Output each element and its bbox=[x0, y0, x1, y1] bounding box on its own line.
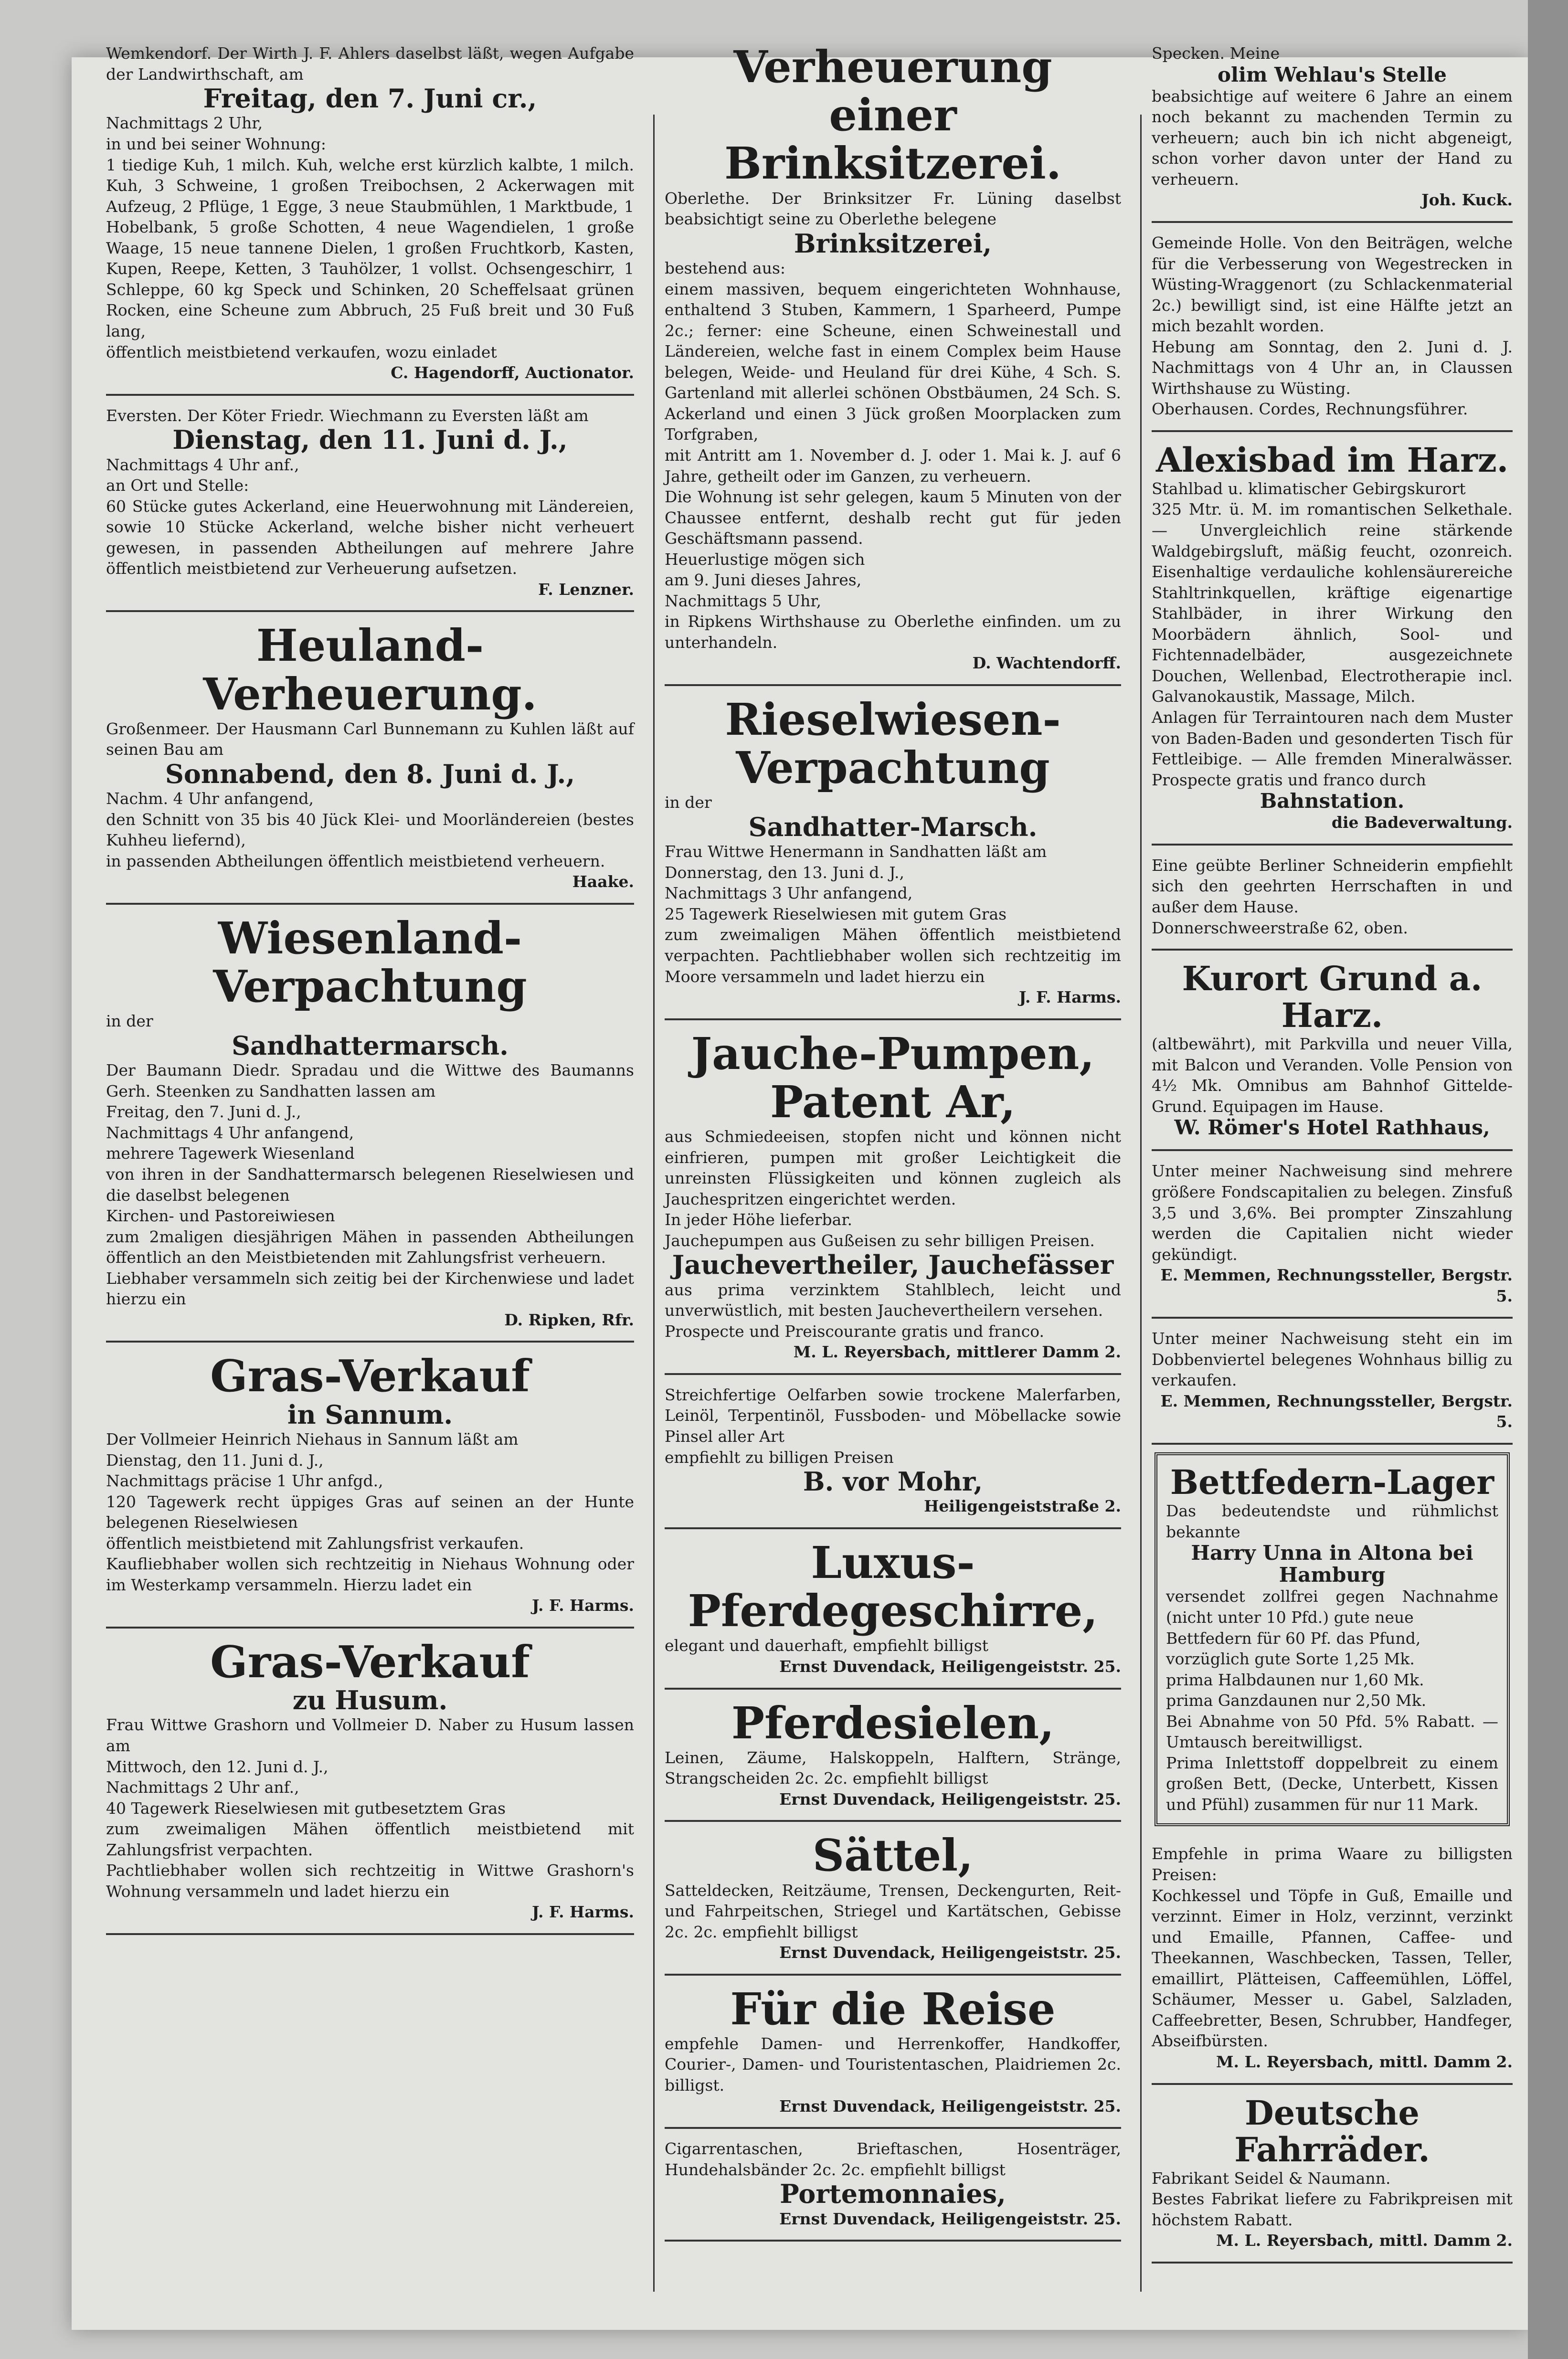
ad-text: Nachmittags 4 Uhr anf., bbox=[106, 455, 299, 474]
ad-headline: Heuland-Verheuerung. bbox=[203, 620, 537, 720]
ad-text: Oberlethe. Der Brinksitzer Fr. Lüning daselbst beabsichtigt seine zu Oberlethe belegene bbox=[665, 189, 1121, 229]
ad-text: in und bei seiner Wohnung: bbox=[106, 135, 326, 154]
advertisement bbox=[106, 1343, 634, 1629]
ad-text: öffentlich meistbietend mit Zahlungsfrist verkaufen. bbox=[106, 1534, 524, 1553]
ad-headline: Gras-Verkauf bbox=[210, 1350, 530, 1402]
ad-text: zum zweimaligen Mähen öffentlich meistbietend mit Zahlungsfrist verpachten. bbox=[106, 1819, 634, 1859]
ad-text: Kochkessel und Töpfe in Guß, Emaille und verzinnt. Eimer in Holz, verzinnt, verzinkt und Emaille, Pfannen, Caffee- und Theekannen, Waschbecken, Tassen, Teller, emaillirt, Plätteisen, Caffeemühlen, Löffel, Schäumer, Messer u. Gabel, Salzladen, Caffeebretter, Besen, Schrubber, Handfeger, Abseifbürsten. bbox=[1152, 1886, 1513, 2051]
ad-text: 40 Tagewerk Rieselwiesen mit gutbesetztem Gras bbox=[106, 1798, 506, 1818]
ad-text: Nachmittags 5 Uhr, bbox=[665, 591, 822, 610]
ad-subheading: Jauchevertheiler, Jauchefässer bbox=[672, 1249, 1114, 1280]
ad-text: Nachmittags 4 Uhr anfangend, bbox=[106, 1123, 354, 1142]
ad-signature: Ernst Duvendack, Heiligengeiststr. 25. bbox=[779, 1943, 1121, 1962]
ad-text: Nachmittags 2 Uhr, bbox=[106, 114, 263, 133]
advertisement bbox=[665, 1375, 1121, 1529]
ad-text: Nachmittags 2 Uhr anf., bbox=[106, 1778, 299, 1797]
ad-text: Unter meiner Nachweisung steht ein im Dobbenviertel belegenes Wohnhaus billig zu verkaufen. bbox=[1152, 1329, 1513, 1390]
ad-text: Satteldecken, Reitzäume, Trensen, Deckengurten, Reit- und Fahrpeitschen, Striegel und Kartätschen, Gebisse 2c. 2c. empfiehlt billigst bbox=[665, 1881, 1121, 1941]
ad-text: Wemkendorf. Der Wirth J. F. Ahlers daselbst läßt, wegen Aufgabe der Landwirthschaft, am bbox=[106, 44, 634, 84]
ad-signature: J. F. Harms. bbox=[531, 1596, 634, 1615]
ad-text: 1 tiedige Kuh, 1 milch. Kuh, welche erst kürzlich kalbte, 1 milch. Kuh, 3 Schweine, 1 großen Treibochsen, 2 Ackerwagen mit Aufzeug, 2 Pflüge, 1 Egge, 3 neue Staubmühlen, 1 Marktbude, 1 Hobelbank, 5 große Schotten, 4 neue Wagendielen, 1 große Waage, 15 neue tannene Dielen, 1 großen Fruchtkorb, Kasten, Kupen, Reepe, Ketten, 3 Tauhölzer, 1 vollst. Ochsengeschirr, 1 Schleppe, 60 kg Speck und Schinken, 20 Scheffelsaat grünen Rocken, eine Scheune zum Abbruch, 25 Fuß breit und 30 Fuß lang, bbox=[106, 155, 634, 340]
ad-text: Der Baumann Diedr. Spradau und die Wittwe des Baumanns Gerh. Steenken zu Sandhatten lassen am bbox=[106, 1061, 634, 1100]
ad-signature: J. F. Harms. bbox=[1018, 988, 1121, 1007]
ad-text: aus prima verzinktem Stahlblech, leicht und unverwüstlich, mit besten Jauchevertheilern versehen. bbox=[665, 1280, 1121, 1320]
ad-signature: J. F. Harms. bbox=[531, 1903, 634, 1922]
advertisement bbox=[106, 396, 634, 613]
ad-text: mit Antritt am 1. November d. J. oder 1. Mai k. J. auf 6 Jahre, getheilt oder im Ganzen, zu verheuern. bbox=[665, 445, 1121, 486]
ad-text: in Ripkens Wirthshause zu Oberlethe einfinden. um zu unterhandeln. bbox=[665, 612, 1121, 652]
ad-text: Fabrikant Seidel & Naumann. bbox=[1152, 2169, 1391, 2188]
ad-text: in der bbox=[665, 793, 712, 812]
ad-text: 120 Tagewerk recht üppiges Gras auf seinen an der Hunte belegenen Rieselwiesen bbox=[106, 1492, 634, 1532]
ad-headline: Verheuerung einer Brinksitzerei. bbox=[724, 41, 1061, 190]
ad-signature: F. Lenzner. bbox=[538, 580, 634, 599]
ad-text: in passenden Abtheilungen öffentlich meistbietend verheuern. bbox=[106, 851, 605, 870]
advertisement bbox=[665, 1020, 1121, 1375]
ad-text: 25 Tagewerk Rieselwiesen mit gutem Gras bbox=[665, 904, 1007, 923]
ad-text: Die Wohnung ist sehr gelegen, kaum 5 Minuten von der Chaussee entfernt, deshalb recht gut für jeden Geschäftsmann passend. bbox=[665, 487, 1121, 548]
ad-text: Das bedeutendste und rühmlichst bekannte bbox=[1166, 1502, 1498, 1541]
ad-text: bestehend aus: bbox=[665, 259, 786, 278]
ad-headline: Für die Reise bbox=[730, 1983, 1056, 2035]
ad-text: 325 Mtr. ü. M. im romantischen Selkethale. — Unvergleichlich reine stärkende Waldgebirgsluft, mäßig feucht, ozonreich. Eisenhaltige verdauliche kohlensäurereiche Stahltrinkquellen, kräftige eigenartige Stahlbäder, in ihrer Wirkung den Moorbädern ähnlich, Sool- und Fichtennadelbäder, ausgezeichnete Douchen, Wellenbad, Electrotherapie incl. Galvanokaustik, Massage, Milch. bbox=[1152, 500, 1513, 706]
advertisement bbox=[1152, 951, 1513, 1151]
ad-text: Oberhausen. Cordes, Rechnungsführer. bbox=[1152, 400, 1468, 419]
advertisement bbox=[106, 1629, 634, 1935]
ad-headline: Rieselwiesen-Verpachtung bbox=[725, 693, 1061, 794]
ad-text: Unter meiner Nachweisung sind mehrere größere Fondscapitalien zu belegen. Zinsfuß 3,5 und 3,6%. Bei prompter Zinszahlung werden die Capitalien nicht wieder gekündigt. bbox=[1152, 1162, 1513, 1264]
ad-text: Prima Inlettstoff doppelbreit zu einem großen Bett, (Decke, Unterbett, Kissen und Pfühl) zusammen für nur 11 Mark. bbox=[1166, 1753, 1498, 1814]
column-3 bbox=[1141, 33, 1523, 2340]
ad-headline: Kurort Grund a. Harz. bbox=[1182, 959, 1483, 1036]
ad-text: Cigarrentaschen, Brieftaschen, Hosenträger, Hundehalsbänder 2c. 2c. empfiehlt billigst bbox=[665, 2139, 1121, 2179]
ad-text: Nachm. 4 Uhr anfangend, bbox=[106, 789, 314, 808]
ad-signature: Heiligengeiststraße 2. bbox=[924, 1497, 1121, 1516]
ad-text: Großenmeer. Der Hausmann Carl Bunnemann zu Kuhlen läßt auf seinen Bau am bbox=[106, 719, 634, 759]
ad-text: Freitag, den 7. Juni d. J., bbox=[106, 1102, 301, 1121]
ad-signature: die Badeverwaltung. bbox=[1331, 813, 1513, 832]
ad-text: Pachtliebhaber wollen sich rechtzeitig in Wittwe Grashorn's Wohnung versammeln und ladet hierzu ein bbox=[106, 1861, 634, 1901]
ad-text: mehrere Tagewerk Wiesenland bbox=[106, 1144, 355, 1163]
ad-text: zum zweimaligen Mähen öffentlich meistbietend verpachten. Pachtliebhaber wollen sich rechtzeitig im Moore versammeln und ladet hierzu ein bbox=[665, 925, 1121, 986]
ad-text: in der bbox=[106, 1012, 153, 1031]
ad-text: Anlagen für Terraintouren nach dem Muster von Baden-Baden und gesonderten Tisch für Fettleibige. — Alle fremden Mineralwässer. Prospecte gratis und franco durch bbox=[1152, 708, 1513, 789]
ad-headline: Luxus-Pferdegeschirre, bbox=[688, 1537, 1098, 1637]
ad-text: Leinen, Zäume, Halskoppeln, Halftern, Stränge, Strangscheiden 2c. 2c. empfiehlt billigst bbox=[665, 1748, 1121, 1788]
advertisement bbox=[665, 1529, 1121, 1689]
ad-text: vorzüglich gute Sorte 1,25 Mk. bbox=[1166, 1650, 1415, 1669]
advertisement bbox=[1152, 1151, 1513, 1319]
ad-text: Bei Abnahme von 50 Pfd. 5% Rabatt. — Umtausch bereitwilligst. bbox=[1166, 1712, 1498, 1752]
ad-subheading: Freitag, den 7. Juni cr., bbox=[203, 83, 537, 114]
ad-headline: Gras-Verkauf bbox=[210, 1636, 530, 1688]
ad-subheading: in Sannum. bbox=[287, 1399, 453, 1430]
advertisement bbox=[665, 1690, 1121, 1822]
page-edge bbox=[1528, 0, 1568, 2359]
ad-subheading: Bahnstation. bbox=[1260, 789, 1405, 813]
ad-headline: Sättel, bbox=[812, 1830, 974, 1882]
advertisement bbox=[665, 2129, 1121, 2242]
ad-headline: Deutsche Fahrräder. bbox=[1234, 2093, 1430, 2169]
advertisement bbox=[1152, 432, 1513, 846]
ad-text: Streichfertige Oelfarben sowie trockene Malerfarben, Leinöl, Terpentinöl, Fussboden- und Möbellacke sowie Pinsel aller Art bbox=[665, 1385, 1121, 1446]
ad-signature: C. Hagendorff, Auctionator. bbox=[391, 363, 634, 382]
ad-text: (altbewährt), mit Parkvilla und neuer Villa, mit Balcon und Veranden. Volle Pension von 4½ Mk. Omnibus am Bahnhof Gittelde-Grund. Equipagen im Hause. bbox=[1152, 1035, 1513, 1116]
ad-signature: E. Memmen, Rechnungssteller, Bergstr. 5. bbox=[1160, 1391, 1513, 1431]
advertisement bbox=[106, 905, 634, 1343]
ad-subheading: W. Römer's Hotel Rathhaus, bbox=[1174, 1116, 1490, 1140]
ad-text: zum 2maligen diesjährigen Mähen in passenden Abtheilungen öffentlich an den Meistbietenden mit Zahlungsfrist verheuern. bbox=[106, 1227, 634, 1267]
ad-signature: D. Ripken, Rfr. bbox=[504, 1310, 634, 1329]
ad-text: einem massiven, bequem eingerichteten Wohnhause, enthaltend 3 Stuben, Kammern, 1 Sparheerd, Pumpe 2c.; ferner: eine Scheune, einen Schweinestall und Ländereien, welche fast in einem Complex beim Hause belegen, Weide- und Heuland für drei Kühe, 4 Sch. S. Gartenland mit allerlei schönen Obstbäumen, 24 Sch. S. Ackerland und einen 3 Jück großen Moorplacken zum Torfgraben, bbox=[665, 279, 1121, 444]
ad-text: öffentlich meistbietend verkaufen, wozu einladet bbox=[106, 342, 497, 361]
ad-subheading: Sandhatter-Marsch. bbox=[748, 811, 1038, 842]
ad-text: Kirchen- und Pastoreiwiesen bbox=[106, 1206, 335, 1226]
ad-headline: Wiesenland-Verpachtung bbox=[213, 912, 527, 1013]
ad-text: 60 Stücke gutes Ackerland, eine Heuerwohnung mit Ländereien, sowie 10 Stücke Ackerland, welche bisher nicht verheuert gewesen, in passenden Abtheilungen auf mehrere Jahre öffentlich meistbietend zur Verheuerung aufsetzen. bbox=[106, 497, 634, 578]
ad-headline: Alexisbad im Harz. bbox=[1155, 440, 1509, 480]
ad-text: prima Ganzdaunen nur 2,50 Mk. bbox=[1166, 1691, 1427, 1710]
ad-text: versendet zollfrei gegen Nachnahme (nicht unter 10 Pfd.) gute neue bbox=[1166, 1587, 1498, 1627]
advertisement bbox=[1152, 1319, 1513, 1445]
ad-subheading: B. vor Mohr, bbox=[803, 1466, 983, 1497]
ad-text: Nachmittags 3 Uhr anfangend, bbox=[665, 884, 913, 903]
ad-text: Jauchepumpen aus Gußeisen zu sehr billigen Preisen. bbox=[665, 1231, 1095, 1250]
ad-text: Nachmittags präcise 1 Uhr anfgd., bbox=[106, 1471, 383, 1491]
ad-text: Gemeinde Holle. Von den Beiträgen, welche für die Verbesserung von Wegestrecken in Wüsting-Wraggenort (zu Schlackenmaterial 2c.) bewilligt sind, ist eine Hälfte jetzt an mich bezahlt worden. bbox=[1152, 233, 1513, 336]
ad-text: Kaufliebhaber wollen sich rechtzeitig in Niehaus Wohnung oder im Westerkamp versammeln. Hierzu ladet ein bbox=[106, 1555, 634, 1594]
ad-headline: Bettfedern-Lager bbox=[1170, 1462, 1494, 1502]
ad-text: Stahlbad u. klimatischer Gebirgskurort bbox=[1152, 479, 1466, 498]
ad-text: Prospecte und Preiscourante gratis und franco. bbox=[665, 1322, 1045, 1341]
ad-text: Frau Wittwe Henermann in Sandhatten läßt am bbox=[665, 842, 1047, 861]
ad-signature: Ernst Duvendack, Heiligengeiststr. 25. bbox=[779, 1657, 1121, 1676]
advertisement bbox=[106, 612, 634, 905]
ad-subheading: Harry Unna in Altona bei Hamburg bbox=[1191, 1541, 1473, 1587]
ad-text: am 9. Juni dieses Jahres, bbox=[665, 571, 862, 590]
ad-text: elegant und dauerhaft, empfiehlt billigst bbox=[665, 1636, 988, 1655]
ad-text: aus Schmiedeeisen, stopfen nicht und können nicht einfrieren, pumpen mit großer Leichtigkeit die unreinsten Flüssigkeiten und können zugleich als Jauchespritzen eingerichtet werden. bbox=[665, 1127, 1121, 1208]
ad-text: empfiehlt zu billigen Preisen bbox=[665, 1448, 894, 1467]
ad-subheading: Sonnabend, den 8. Juni d. J., bbox=[165, 758, 575, 789]
ad-subheading: Portemonnaies, bbox=[780, 2179, 1006, 2210]
advertisement bbox=[1152, 2085, 1513, 2264]
ad-text: von ihren in der Sandhattermarsch belegenen Rieselwiesen und die daselbst belegenen bbox=[106, 1165, 634, 1205]
ad-text: Liebhaber versammeln sich zeitig bei der Kirchenwiese und ladet hierzu ein bbox=[106, 1269, 634, 1309]
advertisement bbox=[106, 33, 634, 396]
ad-text: Frau Wittwe Grashorn und Vollmeier D. Naber zu Husum lassen am bbox=[106, 1715, 634, 1755]
advertisement bbox=[665, 686, 1121, 1020]
ad-signature: Joh. Kuck. bbox=[1421, 190, 1513, 210]
ad-subheading: Dienstag, den 11. Juni d. J., bbox=[172, 424, 568, 455]
ad-signature: M. L. Reyersbach, mittl. Damm 2. bbox=[1216, 2231, 1513, 2250]
ad-text: an Ort und Stelle: bbox=[106, 476, 249, 495]
ad-text: beabsichtige auf weitere 6 Jahre an einem noch bekannt zu machenden Termin zu verheuern; auch bin ich nicht abgeneigt, schon vorher davon unter der Hand zu verheuern. bbox=[1152, 86, 1513, 189]
ad-signature: Ernst Duvendack, Heiligengeiststr. 25. bbox=[779, 2209, 1121, 2228]
ad-text: In jeder Höhe lieferbar. bbox=[665, 1210, 852, 1229]
ad-text: Hebung am Sonntag, den 2. Juni d. J. Nachmittags von 4 Uhr an, in Claussen Wirthshause zu Wüsting. bbox=[1152, 337, 1513, 398]
ad-text: prima Halbdaunen nur 1,60 Mk. bbox=[1166, 1670, 1424, 1689]
ad-text: Donnerstag, den 13. Juni d. J., bbox=[665, 863, 905, 882]
ad-signature: Ernst Duvendack, Heiligengeiststr. 25. bbox=[779, 1789, 1121, 1809]
ad-text: den Schnitt von 35 bis 40 Jück Klei- und Moorländereien (bestes Kuhheu liefernd), bbox=[106, 810, 634, 850]
ad-subheading: olim Wehlau's Stelle bbox=[1218, 63, 1447, 86]
ad-signature: M. L. Reyersbach, mittlerer Damm 2. bbox=[793, 1343, 1121, 1362]
ad-text: Specken. Meine bbox=[1152, 44, 1280, 63]
ad-text: Bestes Fabrikat liefere zu Fabrikpreisen mit höchstem Rabatt. bbox=[1152, 2190, 1513, 2229]
ad-text: Donnerschweerstraße 62, oben. bbox=[1152, 918, 1408, 937]
column-1 bbox=[95, 33, 645, 2340]
ad-text: Dienstag, den 11. Juni d. J., bbox=[106, 1450, 324, 1470]
advertisement bbox=[1152, 846, 1513, 951]
advertisement bbox=[1152, 223, 1513, 432]
ad-text: Mittwoch, den 12. Juni d. J., bbox=[106, 1757, 328, 1776]
advertisement bbox=[1152, 33, 1513, 223]
ad-text: Eversten. Der Köter Friedr. Wiechmann zu Eversten läßt am bbox=[106, 406, 589, 425]
ad-signature: Ernst Duvendack, Heiligengeiststr. 25. bbox=[779, 2096, 1121, 2116]
ad-text: empfehle Damen- und Herrenkoffer, Handkoffer, Courier-, Damen- und Touristentaschen, Plaidriemen 2c. billigst. bbox=[665, 2034, 1121, 2095]
ad-headline: Pferdesielen, bbox=[731, 1697, 1055, 1749]
advertisement bbox=[665, 1822, 1121, 1975]
ad-signature: E. Memmen, Rechnungssteller, Bergstr. 5. bbox=[1160, 1266, 1513, 1305]
ad-subheading: Sandhattermarsch. bbox=[232, 1030, 509, 1061]
advertisement bbox=[665, 1976, 1121, 2129]
ad-text: Eine geübte Berliner Schneiderin empfiehlt sich den geehrten Herrschaften in und außer dem Hause. bbox=[1152, 856, 1513, 916]
ad-text: Heuerlustige mögen sich bbox=[665, 550, 865, 569]
ad-signature: D. Wachtendorff. bbox=[972, 654, 1121, 673]
advertisement bbox=[1152, 1834, 1513, 2084]
ad-signature: M. L. Reyersbach, mittl. Damm 2. bbox=[1216, 2052, 1513, 2071]
ad-headline: Jauche-Pumpen, Patent Ar, bbox=[691, 1027, 1095, 1128]
ad-signature: Haake. bbox=[572, 872, 634, 891]
column-2 bbox=[654, 33, 1132, 2340]
advertisement bbox=[1155, 1452, 1510, 1826]
ad-text: Der Vollmeier Heinrich Niehaus in Sannum läßt am bbox=[106, 1429, 519, 1449]
ad-text: Bettfedern für 60 Pf. das Pfund, bbox=[1166, 1629, 1421, 1648]
ad-text: Empfehle in prima Waare zu billigsten Preisen: bbox=[1152, 1844, 1513, 1884]
ad-subheading: Brinksitzerei, bbox=[794, 228, 992, 259]
ad-subheading: zu Husum. bbox=[292, 1685, 448, 1716]
advertisement bbox=[665, 33, 1121, 686]
